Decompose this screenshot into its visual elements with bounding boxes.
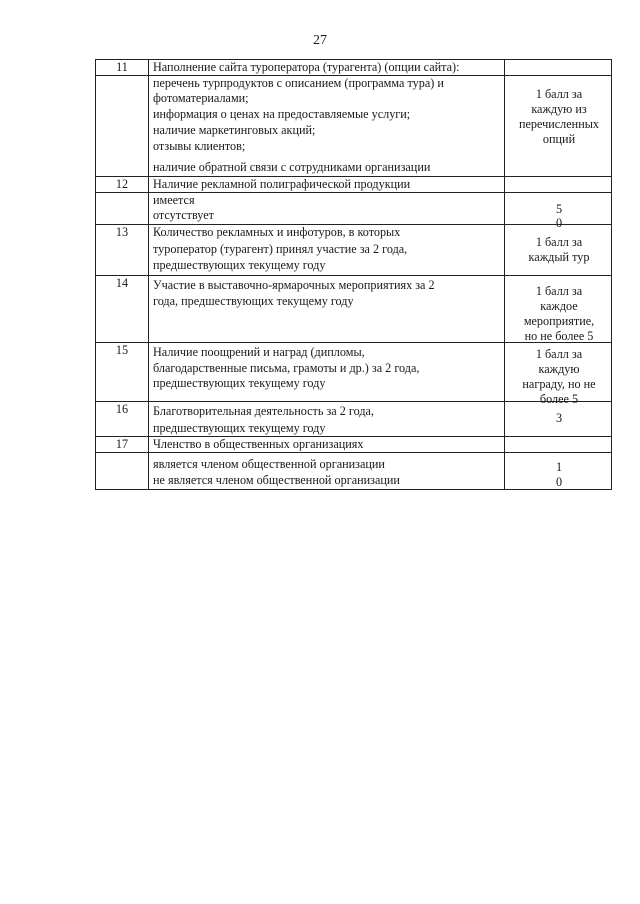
score-text: каждое [540, 299, 578, 313]
row-number: 14 [115, 276, 129, 290]
criterion-text: туроператор (турагент) принял участие за 2 года, [153, 242, 408, 256]
score-text: опций [542, 132, 576, 146]
criterion-text: Наличие поощрений и наград (дипломы, [153, 345, 365, 359]
criterion-item: перечень турпродуктов с описанием (программа тура) и [153, 76, 444, 90]
row-number: 15 [115, 343, 129, 357]
criterion-item: имеется [153, 193, 195, 207]
criterion-item: наличие обратной связи с сотрудниками организации [153, 160, 431, 174]
criterion-title: Наличие рекламной полиграфической продукции [153, 177, 411, 191]
score-text: мероприятие, [523, 314, 595, 328]
score-text: перечисленных [518, 117, 599, 131]
criterion-item: информация о ценах на предоставляемые услуги; [153, 107, 411, 121]
row-number: 16 [115, 402, 129, 416]
score-text: более 5 [539, 392, 579, 406]
row-number: 11 [116, 60, 128, 74]
score-text: 1 [555, 460, 563, 474]
score-text: 0 [555, 216, 563, 230]
page-number: 27 [313, 33, 327, 48]
criterion-item: отзывы клиентов; [153, 139, 246, 153]
criterion-item: фотоматериалами; [153, 91, 249, 105]
score-text: каждую [538, 362, 580, 376]
criterion-text: года, предшествующих текущему году [153, 294, 354, 308]
row-number: 13 [115, 225, 129, 239]
criterion-item: не является членом общественной организации [153, 473, 400, 487]
score-text: 1 балл за [535, 284, 583, 298]
score-text: но не более 5 [524, 329, 594, 343]
criterion-text: Благотворительная деятельность за 2 года, [153, 404, 374, 418]
score-text: 1 балл за [535, 235, 583, 249]
criterion-item: наличие маркетинговых акций; [153, 123, 316, 137]
criterion-item: отсутствует [153, 208, 214, 222]
criterion-text: предшествующих текущему году [153, 258, 326, 272]
score-text: 5 [555, 202, 563, 216]
score-text: 0 [555, 475, 563, 489]
criterion-text: Количество рекламных и инфотуров, в которых [153, 225, 401, 239]
criterion-text: предшествующих текущему году [153, 376, 326, 390]
criterion-title: Членство в общественных организациях [153, 437, 364, 451]
criterion-text: Участие в выставочно-ярмарочных мероприятиях за 2 [153, 278, 435, 292]
score-text: каждую из [531, 102, 587, 116]
score-text: 1 балл за [535, 87, 583, 101]
row-number: 17 [115, 437, 129, 451]
score-text: каждый тур [528, 250, 590, 264]
score-text: 1 балл за [535, 347, 583, 361]
row-number: 12 [115, 177, 129, 191]
criteria-table [95, 59, 612, 489]
score-text: награду, но не [522, 377, 596, 391]
criterion-text: предшествующих текущему году [153, 421, 326, 435]
criterion-text: благодарственные письма, грамоты и др.) за 2 года, [153, 361, 420, 375]
score-text: 3 [555, 411, 563, 425]
criterion-title: Наполнение сайта туроператора (турагента) (опции сайта): [153, 60, 460, 74]
criterion-item: является членом общественной организации [153, 457, 385, 471]
